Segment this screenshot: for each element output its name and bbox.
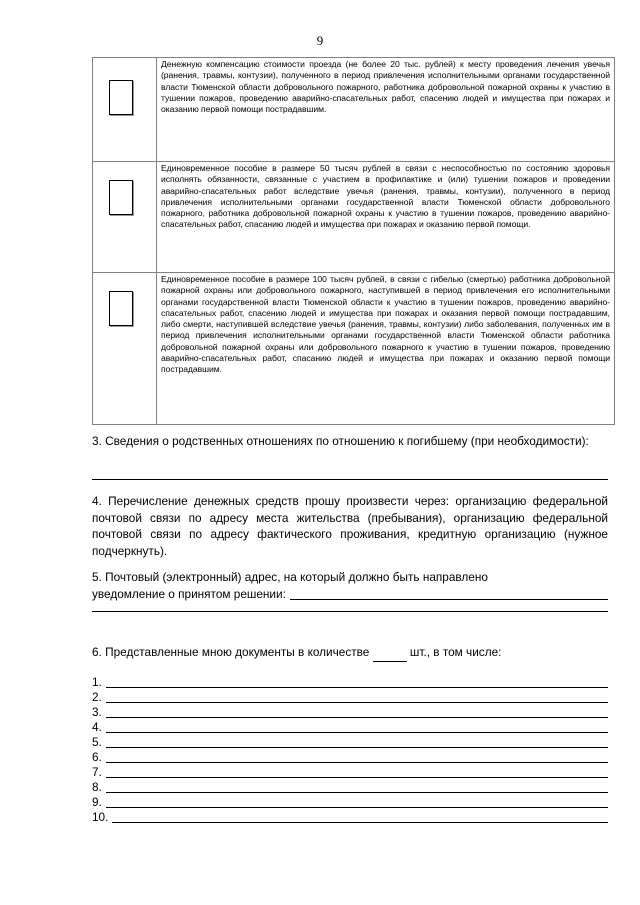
document-list-item bbox=[92, 675, 608, 690]
page-number: 9 bbox=[316, 33, 324, 48]
document-list-item bbox=[92, 705, 608, 720]
document-list-item bbox=[92, 795, 608, 810]
document-input-line[interactable] bbox=[106, 720, 608, 733]
section-5-address-row bbox=[92, 586, 608, 603]
document-list-item bbox=[92, 780, 608, 795]
section-5-address-line1: 5. Почтовый (электронный) адрес, на который должно быть направлено bbox=[92, 570, 488, 584]
section-5-address-label: уведомление о принятом решении: bbox=[92, 587, 286, 601]
address-input-line-2[interactable] bbox=[92, 611, 608, 612]
document-list-number: 5. bbox=[92, 735, 102, 749]
disability-benefit-checkbox[interactable] bbox=[109, 180, 133, 215]
death-benefit-checkbox[interactable] bbox=[109, 291, 133, 326]
document-list-number: 4. bbox=[92, 720, 102, 734]
document-input-line[interactable] bbox=[106, 765, 608, 778]
option-text: Единовременное пособие в размере 100 тысяч рублей, в связи с гибелью (смертью) работника добровольной пожарной охраны или добровольного пожарного, наступившей в период привлечения его исполнительными органами государственной власти Тюменской области к участию в тушении пожаров, проведению аварийно-спасательных работ, спасению людей и имущества при пожарах и оказания первой помощи пострадавшим, либо смерти, наступившей вследствие увечья (ранения, травмы, контузии) либо заболевания, полученных им в период привлечения исполнительными органами государственной власти Тюменской области работника добровольной пожарной охраны или добровольного пожарного к участию в тушении пожаров, проведению аварийно-спасательных работ, спасанию людей и имущества при пожарах и оказанию первой помощи пострадавшим. bbox=[157, 273, 615, 425]
checkbox-cell bbox=[93, 273, 157, 425]
document-input-line[interactable] bbox=[106, 750, 608, 763]
document-input-line[interactable] bbox=[106, 735, 608, 748]
document-input-line[interactable] bbox=[106, 705, 608, 718]
document-count-field[interactable] bbox=[373, 644, 407, 662]
document-list-number: 3. bbox=[92, 705, 102, 719]
document-list-number: 6. bbox=[92, 750, 102, 764]
benefit-option-row bbox=[93, 162, 615, 273]
section-6-documents bbox=[92, 644, 608, 662]
document-list-item bbox=[92, 690, 608, 705]
option-text: Денежную компенсацию стоимости проезда (не более 20 тыс. рублей) к месту проведения лечения увечья (ранения, травмы, контузии), полученного в период привлечения исполнительными органами государственной власти Тюменской области добровольного пожарного, работника добровольной пожарной охраны к участию в тушении пожаров, проведению аварийно-спасательных работ, спасению людей и имущества при пожарах и оказанию первой помощи пострадавшим. bbox=[157, 58, 615, 162]
section-4-payment-method: 4. Перечисление денежных средств прошу произвести через: организацию федеральной почтовой связи по адресу места жительства (пребывания), организацию федеральной почтовой связи по адресу фактического проживания, кредитную организацию (нужное подчеркнуть). bbox=[92, 494, 608, 558]
document-list-number: 8. bbox=[92, 780, 102, 794]
checkbox-cell bbox=[93, 58, 157, 162]
benefit-option-row bbox=[93, 273, 615, 425]
option-text: Единовременное пособие в размере 50 тысяч рублей в связи с неспособностью по состоянию здоровья исполнять обязанности, связанные с участием в профилактике и (или) тушении пожаров и проведении аварийно-спасательных работ вследствие увечья (ранения, травмы, контузии), полученного в период привлечения исполнительными органами государственной власти Тюменской области добровольного пожарного, работника добровольной пожарной охраны к участию в тушении пожаров, проведению аварийно-спасательных работ, спасанию людей и имущества при пожарах и оказанию первой помощи. bbox=[157, 162, 615, 273]
address-input-line[interactable] bbox=[290, 586, 608, 600]
document-list-number: 10. bbox=[92, 810, 109, 824]
section-3-relationship: 3. Сведения о родственных отношениях по отношению к погибшему (при необходимости): bbox=[92, 434, 589, 448]
document-list-item bbox=[92, 750, 608, 765]
relationship-input-line[interactable] bbox=[92, 479, 608, 480]
checkbox-cell bbox=[93, 162, 157, 273]
document-list-number: 7. bbox=[92, 765, 102, 779]
document-input-line[interactable] bbox=[106, 675, 608, 688]
document-list-number: 9. bbox=[92, 795, 102, 809]
travel-compensation-checkbox[interactable] bbox=[109, 80, 133, 115]
document-list-item bbox=[92, 735, 608, 750]
document-list-item bbox=[92, 720, 608, 735]
document-input-line[interactable] bbox=[106, 780, 608, 793]
section-6-text-after: шт., в том числе: bbox=[409, 645, 502, 659]
document-list-item bbox=[92, 765, 608, 780]
benefit-options-table bbox=[92, 57, 615, 425]
document-input-line[interactable] bbox=[106, 795, 608, 808]
benefit-option-row bbox=[93, 58, 615, 162]
section-6-text-before: 6. Представленные мною документы в количестве bbox=[92, 645, 370, 659]
document-input-line[interactable] bbox=[106, 690, 608, 703]
document-list-number: 1. bbox=[92, 675, 102, 689]
document-list-item bbox=[92, 810, 608, 825]
document-list-number: 2. bbox=[92, 690, 102, 704]
document-input-line[interactable] bbox=[112, 810, 608, 823]
